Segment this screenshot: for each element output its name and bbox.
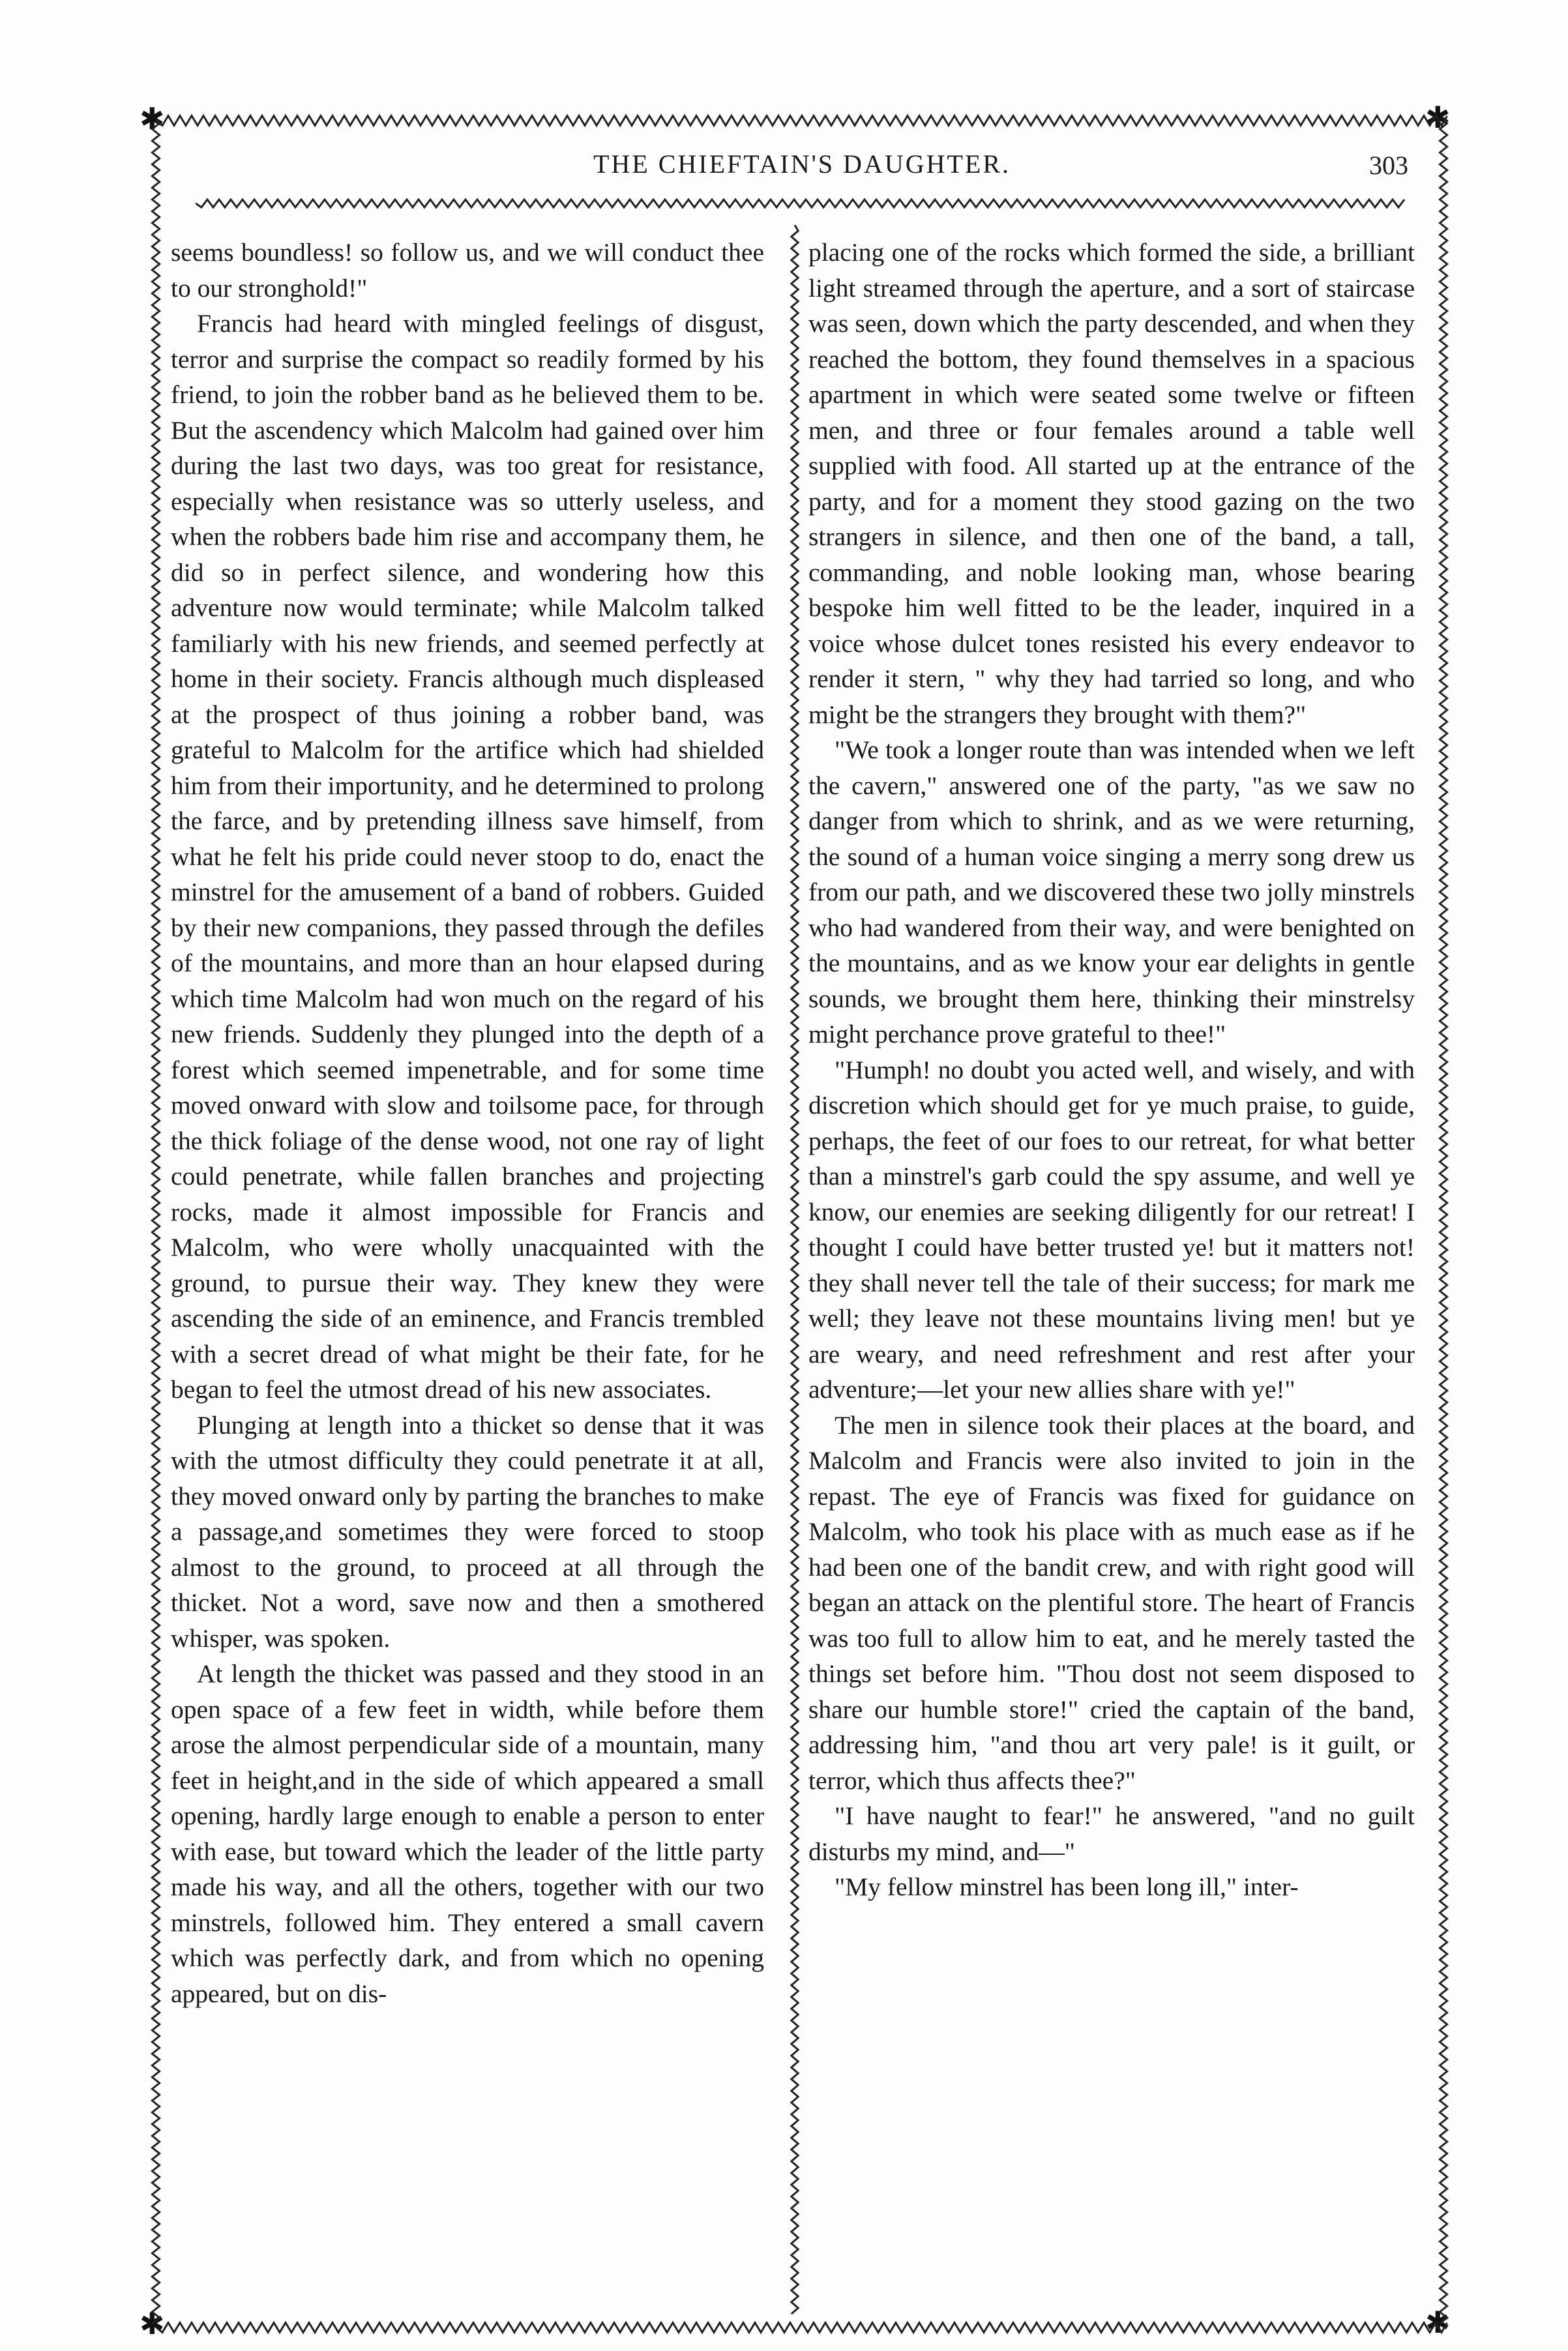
paragraph: At length the thicket was passed and they stood in an open space of a few feet in width, while before them arose the almost perpendicular side of a mountain, many feet in height,and in the side of which appeared a small opening, hardly large enough to enable a person to enter with ease, but toward which the leader of the little party made his way, and all the others, together with our two minstrels, followed him. They entered a small cavern which was perfectly dark, and from which no opening appeared, but on dis- [171, 1659, 764, 2008]
paragraph: "I have naught to fear!" he answered, "and no guilt disturbs my mind, and—" [808, 1801, 1415, 1866]
paragraph: placing one of the rocks which formed the side, a brilliant light streamed through the aperture, and a sort of staircase was seen, down which the party descended, and when they reached the bottom, they found themselves in a spacious apartment in which were seated some twelve or fifteen men, and three or four females around a table well supplied with food. All started up at the entrance of the party, and for a moment they stood gazing on the two strangers in silence, and then one of the band, a tall, commanding, and noble looking man, whose bearing bespoke him well fitted to be the leader, inquired in a voice whose dulcet tones resisted his every endeavor to render it stern, " why they had tarried so long, and who might be the strangers they brought with them?" [808, 238, 1415, 729]
column-divider-rule [786, 225, 803, 2318]
left-border-rule [147, 117, 165, 2328]
asterisk-ornament-icon: ✱ [1425, 101, 1451, 134]
paragraph: Plunging at length into a thicket so dense that it was with the utmost difficulty they could penetrate it at all, they moved onward only by parting the branches to make a passage,and sometimes they were forced to stoop almost to the ground, to proceed at all through the thicket. Not a word, save now and then a smothered whisper, was spoken. [171, 1410, 764, 1653]
page-number: 303 [1369, 151, 1408, 180]
paragraph: "My fellow minstrel has been long ill," inter- [835, 1872, 1299, 1901]
running-title: THE CHIEFTAIN'S DAUGHTER. [593, 149, 1011, 179]
asterisk-ornament-icon: ✱ [140, 2307, 165, 2341]
paragraph: "Humph! no doubt you acted well, and wisely, and with discretion which should get for ye much praise, to guide, perhaps, the feet of our foes to our retreat, for what better than a minstrel's garb could the spy assume, and well ye know, our enemies are seeking diligently for our retreat! I thought I could have better trusted ye! but it matters not! they shall never tell the tale of their success; for mark me well; they leave not these mountains living men! but ye are weary, and need refreshment and rest after your adventure;—let your new allies share with ye!" [808, 1055, 1415, 1404]
paragraph: "We took a longer route than was intended when we left the cavern," answered one of the party, "as we saw no danger from which to shrink, and as we were returning, the sound of a human voice singing a merry song drew us from our path, and we discovered these two jolly minstrels who had wandered from their way, and were benighted on the mountains, and as we know your ear delights in gentle sounds, we brought them here, thinking their minstrelsy might perchance prove grateful to thee!" [808, 735, 1415, 1048]
paragraph: The men in silence took their places at the board, and Malcolm and Francis were also invited to join in the repast. The eye of Francis was fixed for guidance on Malcolm, who took his place with as much ease as if he had been one of the bandit crew, and with right good will began an attack on the plentiful store. The heart of Francis was too full to allow him to eat, and he merely tasted the things set before him. "Thou dost not seem disposed to share our humble store!" cried the captain of the band, addressing him, "and thou art very pale! is it guilt, or terror, which thus affects thee?" [808, 1410, 1415, 1795]
paragraph: Francis had heard with mingled feelings of disgust, terror and surprise the compact so readily formed by his friend, to join the robber band as he believed them to be. But the ascendency which Malcolm had gained over him during the last two days, was too great for resistance, especially when resistance was so utterly useless, and when the robbers bade him rise and accompany them, he did so in perfect silence, and wondering how this adventure now would terminate; while Malcolm talked familiarly with his new friends, and seemed perfectly at home in their society. Francis although much displeased at the prospect of thus joining a robber band, was grateful to Malcolm for the artifice which had shielded him from their importunity, and he determined to prolong the farce, and by pretending illness save himself, from what he felt his pride could never stoop to do, enact the minstrel for the amusement of a band of robbers. Guided by their new companions, they passed through the defiles of the mountains, and more than an hour elapsed during which time Malcolm had won much on the regard of his new friends. Suddenly they plunged into the depth of a forest which seemed impenetrable, and for some time moved onward with slow and toilsome pace, for through the thick foliage of the dense wood, not one ray of light could penetrate, while fallen branches and projecting rocks, made it almost impossible for Francis and Malcolm, who were wholly unacquainted with the ground, to pursue their way. They knew they were ascending the side of an eminence, and Francis trembled with a secret dread of what might be their fate, for he began to feel the utmost dread of his new associates. [171, 309, 764, 1404]
asterisk-ornament-icon: ✱ [1425, 2306, 1451, 2339]
left-text-column [171, 235, 764, 2011]
paragraph: seems boundless! so follow us, and we will conduct thee to our stronghold!" [171, 238, 764, 303]
running-header [196, 149, 1408, 188]
header-divider-rule [196, 196, 1408, 211]
bottom-border-rule [156, 2318, 1447, 2337]
right-border-rule [1434, 117, 1453, 2328]
right-text-column [808, 235, 1415, 1905]
top-border-rule [156, 111, 1447, 130]
asterisk-ornament-icon: ✱ [140, 102, 165, 136]
